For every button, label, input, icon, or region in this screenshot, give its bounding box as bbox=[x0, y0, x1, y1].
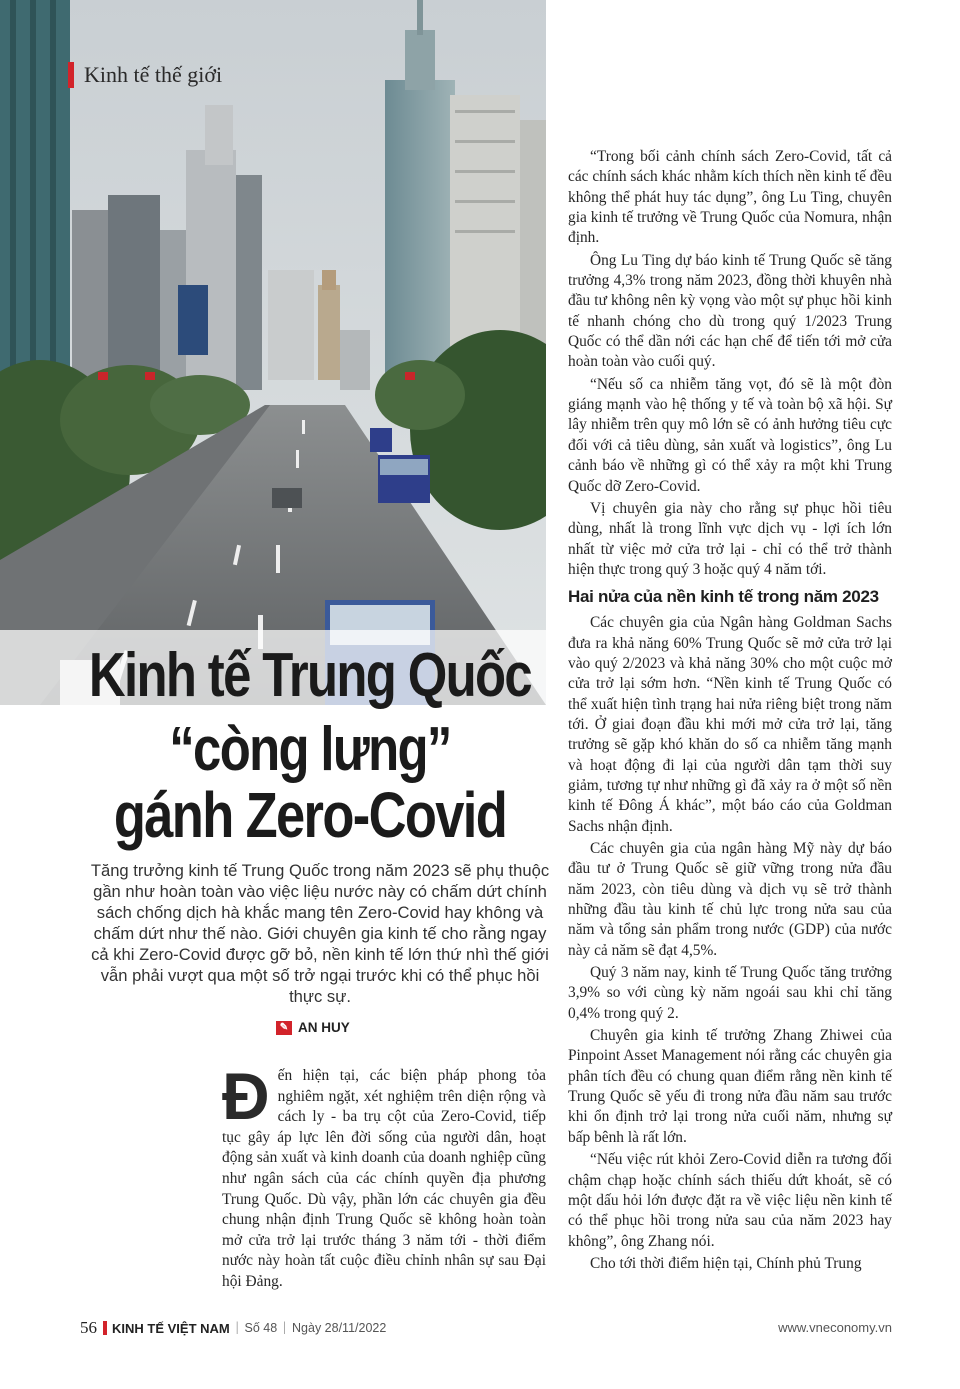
issue-date: Ngày 28/11/2022 bbox=[292, 1321, 387, 1335]
footer-separator: | bbox=[235, 1320, 239, 1335]
paragraph: “Trong bối cảnh chính sách Zero-Covid, tất cả các chính sách khác nhằm kích thích nền kinh tế đều không thể phát huy tác dụng”, ông Lu Ting, chuyên gia kinh tế trưởng về Trung Quốc của Nomura, nhận định. bbox=[568, 148, 892, 247]
article-body-left bbox=[222, 1059, 546, 1293]
headline-line-2: “còng lưng” bbox=[169, 715, 451, 784]
author-name: AN HUY bbox=[298, 1020, 350, 1035]
headline-line-3: gánh Zero-Covid bbox=[113, 779, 507, 851]
lead-paragraph: ến hiện tại, các biện pháp phong tỏa nghiêm ngặt, xét nghiệm trên diện rộng và cách ly - ba trụ cột của Zero-Covid, tiếp tục gây áp lực lên đời sống của người dân, hoạt động sản xuất và kinh doanh của doanh nghiệp cũng như ngân sách của các chính quyền địa phương Trung Quốc. Dù vậy, phần lớn các chuyên gia đều chung nhận định Trung Quốc sẽ không hoàn toàn mở cửa trở lại trước tháng 3 năm tới - thời điểm nước này hoàn tất cuộc điều chỉnh nhân sự sau Đại hội Đảng. bbox=[222, 1067, 546, 1290]
page-footer bbox=[80, 1318, 892, 1340]
footer-separator: | bbox=[283, 1320, 287, 1335]
section-accent-bar bbox=[68, 62, 74, 88]
headline-line-1: Kinh tế Trung Quốc bbox=[88, 641, 532, 710]
paragraph: Các chuyên gia của ngân hàng Mỹ này dự báo đầu tư ở Trung Quốc sẽ giữ vững trong nửa đầu năm 2023, còn tiêu dùng và dịch vụ sẽ trở thành những đầu tàu kinh tế chủ lực trong nửa sau của năm và tổng sản phẩm trong nước (GDP) của nước này cả năm sẽ đạt 4,5%. bbox=[568, 840, 892, 959]
article-body-right bbox=[568, 147, 892, 1276]
section-tag bbox=[68, 62, 222, 88]
magazine-name: KINH TẾ VIỆT NAM bbox=[112, 1320, 230, 1336]
footer-accent-bar bbox=[103, 1321, 107, 1335]
author-pen-icon: ✎ bbox=[276, 1021, 292, 1035]
paragraph: “Nếu việc rút khỏi Zero-Covid diễn ra tương đối chậm chạp hoặc chính sách thiếu dứt khoát, sẽ có một dấu hỏi lớn được đặt ra về việc liệu nền kinh tế có thể phục hồi trong nửa sau của năm 2023 hay không”, ông Zhang nói. bbox=[568, 1151, 892, 1250]
paragraph: Quý 3 năm nay, kinh tế Trung Quốc tăng trưởng 3,9% so với cùng kỳ năm ngoái sau khi chỉ tăng 0,4% trong quý 2. bbox=[568, 964, 892, 1022]
subheading: Hai nửa của nền kinh tế trong năm 2023 bbox=[568, 587, 879, 607]
issue-number: Số 48 bbox=[244, 1321, 278, 1335]
drop-cap: Đ bbox=[222, 1059, 270, 1133]
paragraph: Vị chuyên gia này cho rằng sự phục hồi tiêu dùng, nhất là trong lĩnh vực dịch vụ - lợi ích lớn nhất từ việc mở cửa trở lại - chỉ có thể trở thành hiện thực trong quý 3 hoặc quý 4 năm tới. bbox=[568, 499, 892, 578]
footer-info bbox=[80, 1318, 386, 1338]
website-link[interactable]: www.vneconomy.vn bbox=[778, 1320, 892, 1335]
paragraph: Chuyên gia kinh tế trưởng Zhang Zhiwei của Pinpoint Asset Management nói rằng các chuyên gia phân tích đều có chung quan điểm rằng nền kinh tế Trung Quốc sẽ yếu đi trong nửa đầu năm sau trước khi ổn định trở lại trong nửa cuối năm, nhưng sự bấp bênh là rất lớn. bbox=[568, 1027, 892, 1146]
byline bbox=[276, 1020, 350, 1035]
article-sapo: Tăng trưởng kinh tế Trung Quốc trong năm 2023 sẽ phụ thuộc gần như hoàn toàn vào việc liệu nước này có chấm dứt chính sách chống dịch hà khắc mang tên Zero-Covid hay không và chấm dứt như thế nào. Giới chuyên gia kinh tế cho rằng ngay cả khi Zero-Covid được gỡ bỏ, nền kinh tế lớn thứ nhì thế giới vẫn phải vượt qua một số trở ngại trước khi có thể phục hồi thực sự. bbox=[90, 861, 550, 1006]
paragraph: Cho tới thời điểm hiện tại, Chính phủ Trung bbox=[590, 1254, 862, 1272]
city-street-illustration bbox=[0, 0, 546, 705]
paragraph: Các chuyên gia của Ngân hàng Goldman Sachs đưa ra khả năng 60% Trung Quốc sẽ mở cửa trở lại vào quý 2/2023 và khả năng 30% cho một cuộc mở cửa trở lại sớm hơn. “Nền kinh tế Trung Quốc có thể xuất hiện tình trạng hai nửa riêng biệt trong năm tới. Ở giai đoạn đầu khi mới mở cửa trở lại, tăng trưởng sẽ gặp khó khăn do số ca nhiễm tăng mạnh và hoạt động đi lại của người dân tạm thời suy giảm, tương tự như những gì đã xảy ra ở một số nền kinh tế Đông Á khác”, một báo cáo của Goldman Sachs nhận định. bbox=[568, 614, 892, 835]
page-number: 56 bbox=[80, 1318, 97, 1337]
paragraph: “Nếu số ca nhiễm tăng vọt, đó sẽ là một đòn giáng mạnh vào hệ thống y tế và toàn bộ xã hội. Sự lây nhiễm trên quy mô lớn sẽ có ảnh hưởng tiêu cực đối với cả tiêu dùng, sản xuất và logistics”, ông Lu cảnh báo về những gì có thể xảy ra một khi Trung Quốc dỡ Zero-Covid. bbox=[568, 375, 892, 495]
section-label: Kinh tế thế giới bbox=[84, 62, 223, 87]
paragraph: Ông Lu Ting dự báo kinh tế Trung Quốc sẽ tăng trưởng 4,3% trong năm 2023, đồng thời khuyên nhà đầu tư không nên kỳ vọng vào một sự phục hồi kinh tế nhanh chóng cho dù trong quý 1/2023 Trung Quốc có thể dần nới các hạn chế để tiến tới mở cửa hoàn toàn vào cuối quý. bbox=[568, 251, 892, 371]
cover-photo bbox=[0, 0, 546, 705]
